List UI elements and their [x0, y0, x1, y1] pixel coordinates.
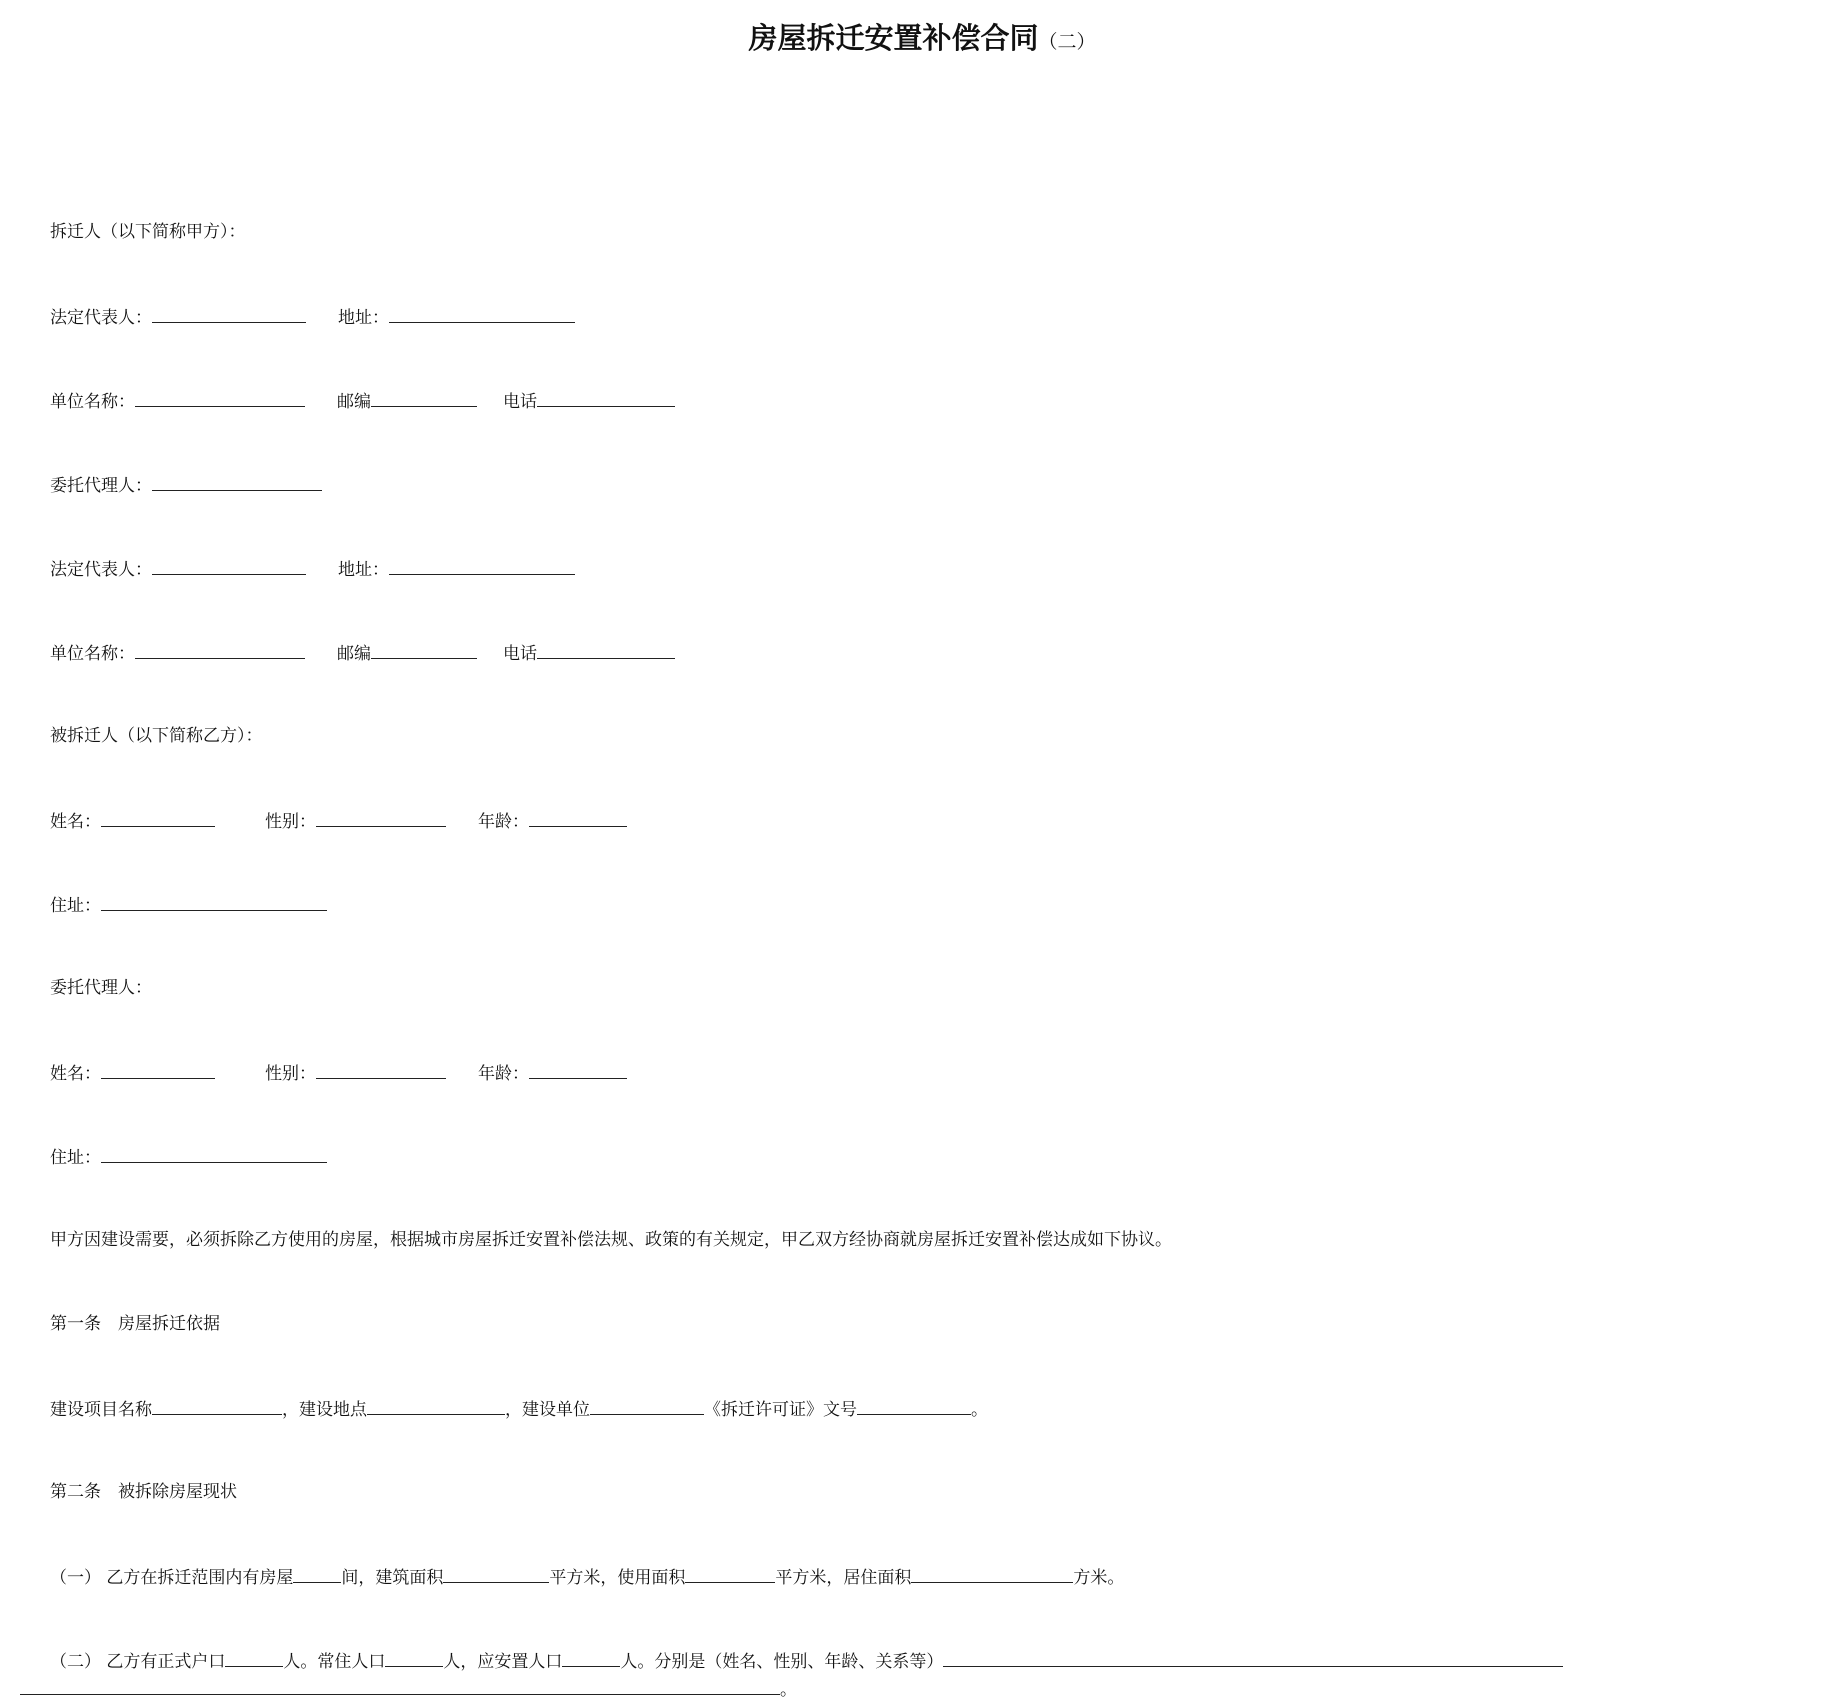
postcode-label-2: 邮编 [337, 644, 371, 664]
postcode-field-2[interactable] [371, 636, 477, 659]
building-area-field[interactable] [443, 1560, 549, 1583]
agent-label: 委托代理人： [50, 476, 152, 496]
party-b-agent-heading: 委托代理人： [50, 978, 152, 998]
name-label: 姓名： [50, 812, 101, 832]
article-1-heading: 第一条 房屋拆迁依据 [50, 1314, 220, 1334]
party-a-row-unit [50, 384, 675, 416]
unit-name-label-2: 单位名称： [50, 644, 135, 664]
living-area-field[interactable] [911, 1560, 1073, 1583]
address-label: 地址： [338, 308, 389, 328]
name-field-2[interactable] [101, 1056, 215, 1079]
party-b-row-residence-2 [50, 1140, 327, 1172]
persons-detail-field[interactable] [943, 1644, 1563, 1667]
name-field[interactable] [101, 804, 215, 827]
construction-unit-field[interactable] [590, 1392, 704, 1415]
usable-area-field[interactable] [685, 1560, 775, 1583]
item-1-area-unit-3: 方米。 [1073, 1568, 1125, 1588]
title-main: 房屋拆迁安置补偿合同 [748, 21, 1039, 55]
residence-field-2[interactable] [101, 1140, 327, 1163]
article-1-body [50, 1392, 988, 1424]
phone-field-2[interactable] [537, 636, 675, 659]
unit-name-field-2[interactable] [135, 636, 305, 659]
item-1-rooms-unit: 间，建筑面积 [341, 1568, 444, 1588]
residence-label: 住址： [50, 896, 101, 916]
residence-label-2: 住址： [50, 1148, 101, 1168]
party-b-row-person [50, 804, 627, 836]
age-field-2[interactable] [529, 1056, 627, 1079]
item-1-area-unit-2: 平方米，居住面积 [775, 1568, 912, 1588]
party-a-row-legal-rep [50, 300, 575, 332]
agent-field[interactable] [152, 468, 322, 491]
legal-rep-label-2: 法定代表人： [50, 560, 152, 580]
party-b-row-person-2 [50, 1056, 627, 1088]
article-2-item-1 [50, 1560, 1124, 1592]
unit-name-label: 单位名称： [50, 392, 135, 412]
unit-label: ，建设单位 [505, 1400, 590, 1420]
permit-number-field[interactable] [857, 1392, 971, 1415]
rooms-field[interactable] [293, 1560, 341, 1583]
phone-field[interactable] [537, 384, 675, 407]
postcode-field[interactable] [371, 384, 477, 407]
article-1-end: 。 [971, 1400, 988, 1420]
name-label-2: 姓名： [50, 1064, 101, 1084]
address-field-2[interactable] [389, 552, 575, 575]
item-2-unit-3: 人。分别是（姓名、性别、年龄、关系等） [620, 1652, 944, 1672]
party-a-row-legal-rep-2 [50, 552, 575, 584]
phone-label: 电话 [503, 392, 537, 412]
gender-label: 性别： [265, 812, 316, 832]
site-label: ，建设地点 [282, 1400, 367, 1420]
item-1-prefix: （一） 乙方在拆迁范围内有房屋 [50, 1568, 294, 1588]
residence-field[interactable] [101, 888, 327, 911]
resident-population-field[interactable] [385, 1644, 443, 1667]
item-2-prefix: （二） 乙方有正式户口 [50, 1652, 226, 1672]
resettlement-population-field[interactable] [562, 1644, 620, 1667]
unit-name-field[interactable] [135, 384, 305, 407]
article-2-heading: 第二条 被拆除房屋现状 [50, 1482, 237, 1502]
legal-rep-label: 法定代表人： [50, 308, 152, 328]
postcode-label: 邮编 [337, 392, 371, 412]
age-label: 年龄： [478, 812, 529, 832]
item-2-end: 。 [780, 1680, 797, 1700]
party-b-heading: 被拆迁人（以下简称乙方）： [50, 726, 263, 746]
project-name-field[interactable] [152, 1392, 282, 1415]
party-b-row-residence [50, 888, 327, 920]
persons-detail-field-continued[interactable] [20, 1680, 780, 1695]
project-name-label: 建设项目名称 [50, 1400, 152, 1420]
age-label-2: 年龄： [478, 1064, 529, 1084]
intro-paragraph: 甲方因建设需要，必须拆除乙方使用的房屋，根据城市房屋拆迁安置补偿法规、政策的有关规定，甲乙双方经协商就房屋拆迁安置补偿达成如下协议。 [50, 1230, 1172, 1250]
article-2-item-2-continuation [20, 1680, 797, 1700]
gender-field[interactable] [316, 804, 446, 827]
title-suffix: （二） [1038, 31, 1096, 53]
legal-rep-field[interactable] [152, 300, 306, 323]
gender-field-2[interactable] [316, 1056, 446, 1079]
registered-household-field[interactable] [225, 1644, 283, 1667]
document-title [0, 18, 1844, 62]
age-field[interactable] [529, 804, 627, 827]
item-2-unit-1: 人。常住人口 [283, 1652, 386, 1672]
party-a-row-agent [50, 468, 322, 500]
address-label-2: 地址： [338, 560, 389, 580]
party-a-heading: 拆迁人（以下简称甲方）： [50, 222, 246, 242]
site-field[interactable] [367, 1392, 505, 1415]
item-1-area-unit-1: 平方米，使用面积 [549, 1568, 686, 1588]
legal-rep-field-2[interactable] [152, 552, 306, 575]
gender-label-2: 性别： [265, 1064, 316, 1084]
party-a-row-unit-2 [50, 636, 675, 668]
article-2-item-2 [50, 1644, 1563, 1676]
item-2-unit-2: 人，应安置人口 [443, 1652, 563, 1672]
address-field[interactable] [389, 300, 575, 323]
permit-label: 《拆迁许可证》文号 [704, 1400, 857, 1420]
phone-label-2: 电话 [503, 644, 537, 664]
